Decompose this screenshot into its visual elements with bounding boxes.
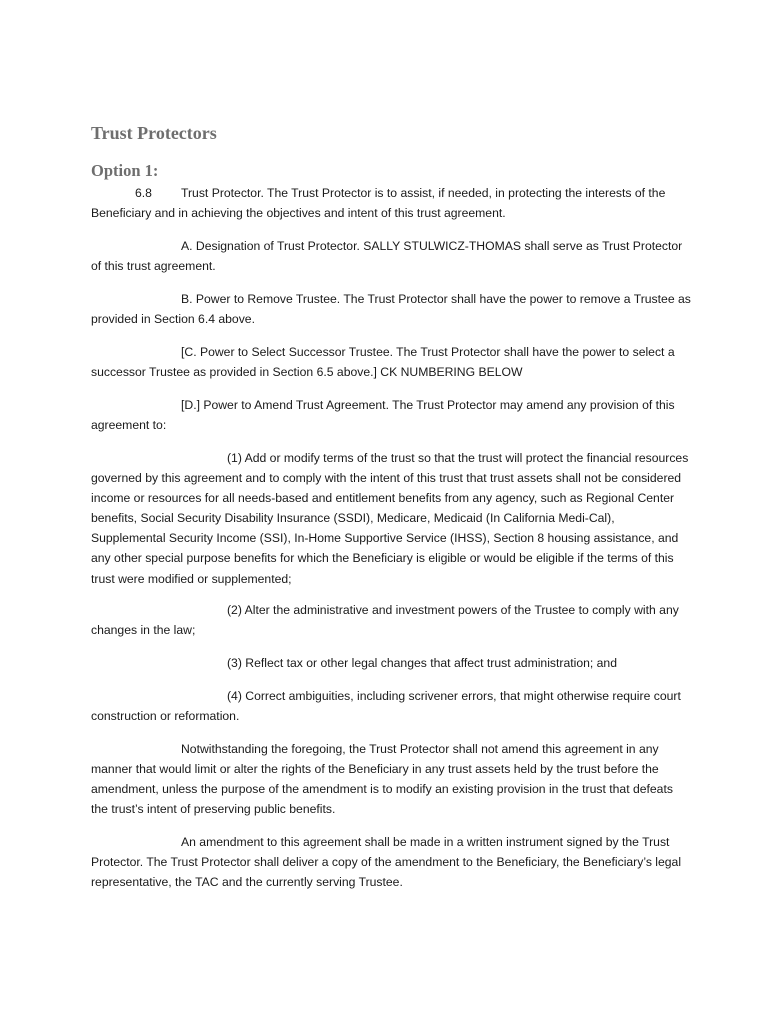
paragraph-d3-text: (3) Reflect tax or other legal changes that affect trust administration; and	[227, 656, 617, 670]
paragraph-d4	[91, 686, 691, 726]
section-number: 6.8	[135, 186, 152, 200]
paragraph-a	[91, 236, 691, 276]
paragraph-notwithstanding-text: Notwithstanding the foregoing, the Trust Protector shall not amend this agreement in any manner that would limit or alter the rights of the Beneficiary in any trust assets held by the trust before the amendment, unless the purpose of the amendment is to modify an existing provision in the trust that defeats the trust’s intent of preserving public benefits.	[91, 742, 673, 817]
paragraph-d3	[91, 653, 691, 673]
option-heading: Option 1:	[91, 161, 159, 180]
paragraph-d2-text: (2) Alter the administrative and investment powers of the Trustee to comply with any changes in the law;	[91, 603, 679, 638]
paragraph-d2	[91, 600, 691, 640]
paragraph-a-text: A. Designation of Trust Protector. SALLY STULWICZ-THOMAS shall serve as Trust Protector of this trust agreement.	[91, 239, 683, 274]
paragraph-c	[91, 342, 691, 382]
paragraph-d-text: [D.] Power to Amend Trust Agreement. The Trust Protector may amend any provision of this agreement to:	[91, 398, 675, 433]
paragraph-b-text: B. Power to Remove Trustee. The Trust Protector shall have the power to remove a Trustee as provided in Section 6.4 above.	[91, 292, 691, 327]
section-intro-text: Trust Protector. The Trust Protector is to assist, if needed, in protecting the interests of the Beneficiary and in achieving the objectives and intent of this trust agreement.	[91, 186, 666, 221]
paragraph-c-text: [C. Power to Select Successor Trustee. The Trust Protector shall have the power to select a successor Trustee as provided in Section 6.5 above.] CK NUMBERING BELOW	[91, 345, 675, 380]
paragraph-d4-text: (4) Correct ambiguities, including scrivener errors, that might otherwise require court construction or reformation.	[91, 689, 681, 724]
paragraph-amendment	[91, 832, 691, 892]
paragraph-d1-text: (1) Add or modify terms of the trust so that the trust will protect the financial resources governed by this agreement and to comply with the intent of this trust that trust assets shall not be considered income or resources for all needs-based and entitlement benefits from any agency, such as Regional Center benefits, Social Security Disability Insurance (SSDI), Medicare, Medicaid (In California Medi-Cal), Supplemental Security Income (SSI), In-Home Supportive Service (IHSS), Section 8 housing assistance, and any other special purpose benefits for which the Beneficiary is eligible or would be eligible if the terms of this trust were modified or supplemented;	[91, 451, 689, 586]
paragraph-notwithstanding	[91, 739, 691, 819]
paragraph-b	[91, 289, 691, 329]
section-6-8-paragraph	[91, 183, 691, 223]
document-title: Trust Protectors	[91, 123, 217, 143]
paragraph-d	[91, 395, 691, 435]
paragraph-d1	[91, 448, 691, 589]
paragraph-amendment-text: An amendment to this agreement shall be made in a written instrument signed by the Trust Protector. The Trust Protector shall deliver a copy of the amendment to the Beneficiary, the Beneficiary’s legal representative, the TAC and the currently serving Trustee.	[91, 835, 682, 890]
